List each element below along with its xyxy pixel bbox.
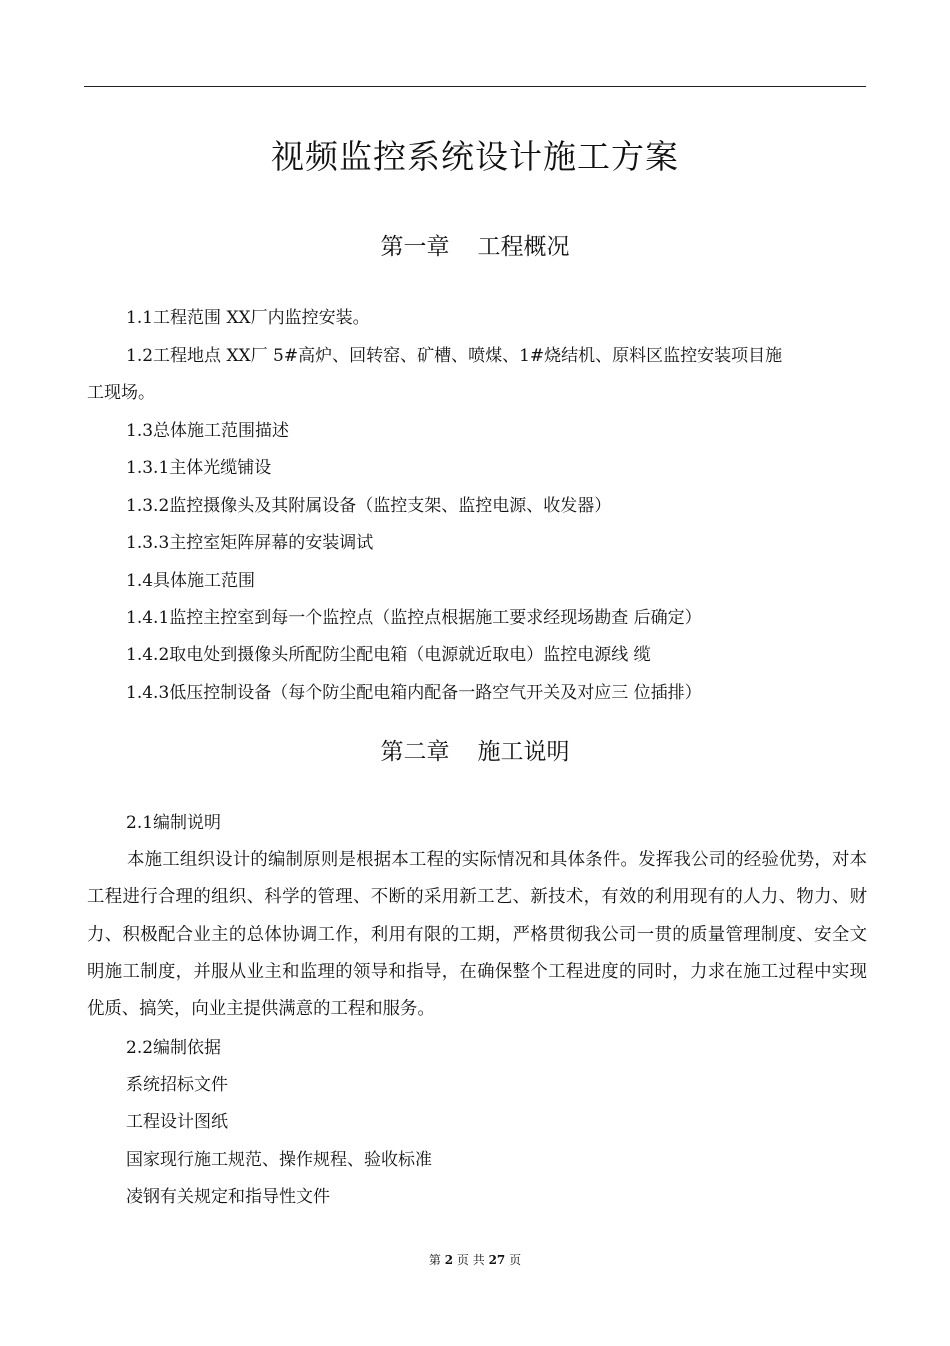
item-1-4-3: 1.4.3低压控制设备（每个防尘配电箱内配备一路空气开关及对应三 位插排） [126, 683, 702, 703]
item-1-2: 1.2工程地点 XX厂 5#高炉、回转窑、矿槽、喷煤、1#烧结机、原料区监控安装项目施 [126, 346, 783, 366]
chapter-1-title: 工程概况 [477, 234, 570, 260]
basis-item: 工程设计图纸 [126, 1112, 228, 1132]
item-1-1: 1.1工程范围 XX厂内监控安装。 [126, 308, 370, 328]
basis-item: 凌钢有关规定和指导性文件 [126, 1187, 330, 1207]
item-1-3: 1.3总体施工范围描述 [126, 421, 290, 441]
header-rule [84, 86, 866, 87]
page-number: 2 [444, 1253, 454, 1267]
chapter-2-heading [0, 736, 950, 768]
item-1-2-continued: 工现场。 [87, 383, 155, 403]
page-total: 27 [488, 1253, 506, 1267]
chapter-1-heading [0, 231, 950, 263]
basis-item: 国家现行施工规范、操作规程、验收标准 [126, 1150, 432, 1170]
item-1-4: 1.4具体施工范围 [126, 571, 256, 591]
item-1-4-2: 1.4.2取电处到摄像头所配防尘配电箱（电源就近取电）监控电源线 缆 [126, 645, 651, 665]
chapter-2-number: 第二章 [380, 739, 450, 765]
page-footer [0, 1251, 950, 1269]
basis-item: 系统招标文件 [126, 1075, 228, 1095]
item-1-3-3: 1.3.3主控室矩阵屏幕的安装调试 [126, 533, 374, 553]
chapter-2-title: 施工说明 [477, 739, 570, 765]
item-1-3-1: 1.3.1主体光缆铺设 [126, 458, 272, 478]
item-1-4-1: 1.4.1监控主控室到每一个监控点（监控点根据施工要求经现场勘查 后确定） [126, 608, 702, 628]
footer-prefix: 第 [428, 1253, 441, 1267]
section-2-1-paragraph: 本施工组织设计的编制原则是根据本工程的实际情况和具体条件。发挥我公司的经验优势，对本工程进行合理的组织、科学的管理、不断的采用新工艺、新技术，有效的利用现有的人力、物力、财力、积极配合业主的总体协调工作，利用有限的工期，严格贯彻我公司一贯的质量管理制度、安全文明施工制度，并服从业主和监理的领导和指导，在确保整个工程进度的同时，力求在施工过程中实现优质、搞笑，向业主提供满意的工程和服务。 [87, 850, 867, 1020]
section-2-1-heading: 2.1编制说明 [126, 813, 222, 833]
footer-suffix: 页 [509, 1253, 522, 1267]
section-2-2-heading: 2.2编制依据 [126, 1038, 222, 1058]
document-title: 视频监控系统设计施工方案 [271, 137, 679, 176]
chapter-1-number: 第一章 [380, 234, 450, 260]
item-1-3-2: 1.3.2监控摄像头及其附属设备（监控支架、监控电源、收发器） [126, 496, 612, 516]
footer-middle: 页 共 [456, 1253, 485, 1267]
